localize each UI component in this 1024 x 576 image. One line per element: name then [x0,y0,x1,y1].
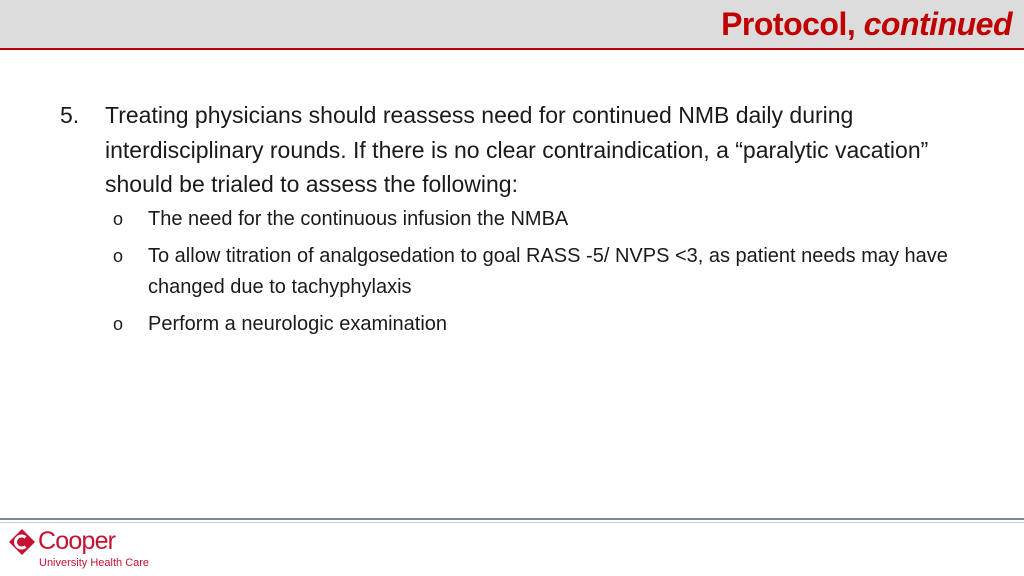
sub-item-text: Perform a neurologic examination [148,312,448,335]
sub-item-text: To allow titration of analgosedation to goal RASS -5/ NVPS <3, as patient needs may have changed due to tachyphylaxis [148,244,948,298]
bullet-icon: o [113,245,124,266]
footer-divider [0,518,1024,520]
slide-content [60,98,980,346]
numbered-item [60,98,980,202]
cooper-logo-mark-icon [8,528,36,556]
logo-name: Cooper [38,527,116,555]
slide-title [721,4,1012,44]
title-italic: continued [863,6,1012,42]
sub-item [110,241,980,303]
cooper-logo [8,526,188,572]
sub-list [60,204,980,340]
logo-subtitle: University Health Care [39,557,150,569]
sub-item [110,309,980,340]
item-text: Treating physicians should reassess need for continued NMB daily during interdisciplinary rounds. If there is no clear contraindication, a “paralytic vacation” should be trialed to assess the following: [105,102,929,197]
sub-item [110,204,980,235]
item-number: 5. [60,102,80,128]
title-main: Protocol, [721,6,864,42]
bullet-icon: o [113,208,124,229]
sub-item-text: The need for the continuous infusion the NMBA [148,207,569,230]
bullet-icon: o [113,313,124,334]
header-divider [0,48,1024,50]
footer-divider-thin [0,522,1024,523]
